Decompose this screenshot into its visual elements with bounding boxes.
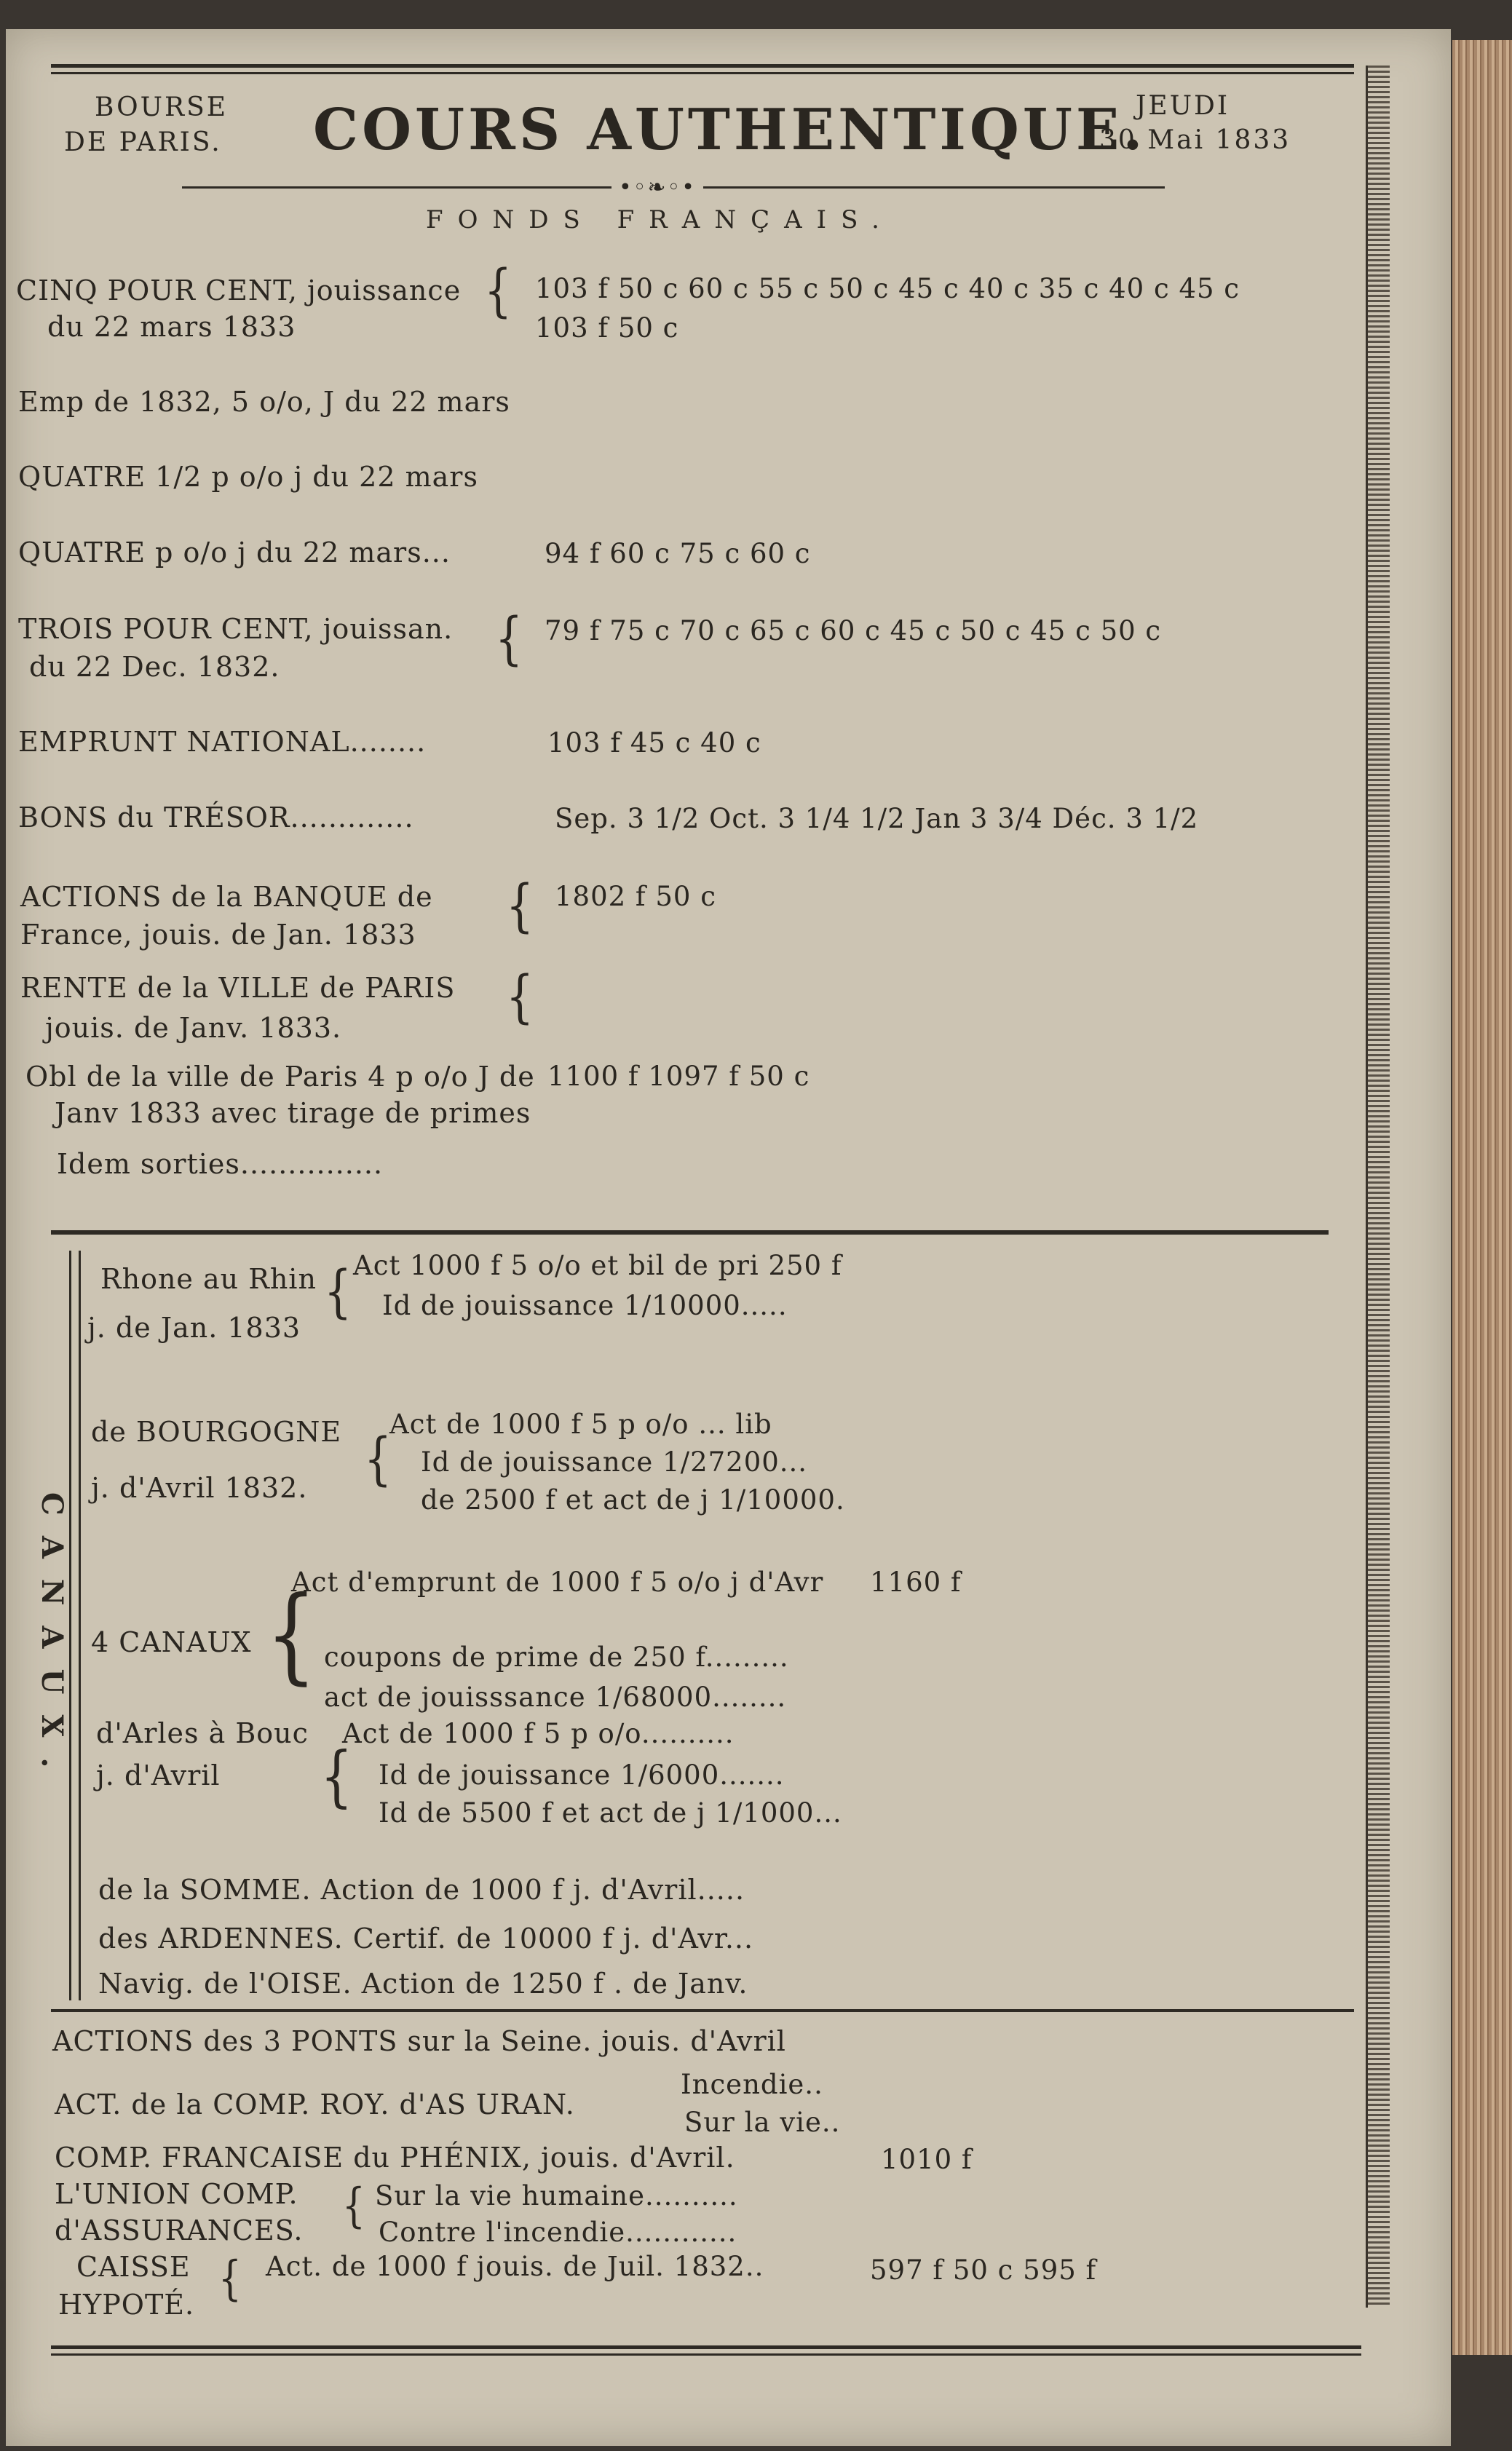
actions-value: 597 f 50 c 595 f <box>870 2254 1097 2286</box>
fonds-row-label: QUATRE 1/2 p o/o j du 22 mars <box>18 461 478 493</box>
canal-name: j. d'Avril 1832. <box>91 1472 308 1504</box>
canaux-bar <box>69 1251 71 2000</box>
canal-name: de BOURGOGNE <box>91 1416 342 1448</box>
brace: { <box>218 2251 242 2306</box>
actions-row: COMP. FRANCAISE du PHÉNIX, jouis. d'Avril. <box>55 2142 735 2174</box>
header-right-line1: JEUDI <box>1136 91 1230 121</box>
fonds-row-label: Janv 1833 avec tirage de primes <box>55 1097 531 1129</box>
actions-row: ACT. de la COMP. ROY. d'AS URAN. <box>55 2088 575 2121</box>
fonds-row-values: 94 f 60 c 75 c 60 c <box>545 538 811 569</box>
measuring-ruler <box>1366 66 1390 2308</box>
brace: { <box>320 1737 353 1816</box>
fonds-row-label: RENTE de la VILLE de PARIS <box>20 972 456 1004</box>
canal-name: j. de Jan. 1833 <box>87 1312 301 1344</box>
fonds-row-values: 79 f 75 c 70 c 65 c 60 c 45 c 50 c 45 c 50 c <box>545 615 1162 646</box>
canal-row: Navig. de l'OISE. Action de 1250 f . de Janv. <box>98 1968 748 2000</box>
page-title: COURS AUTHENTIQUE. <box>313 97 1147 163</box>
canal-name: 4 CANAUX <box>91 1626 252 1658</box>
canal-value: 1160 f <box>870 1567 962 1598</box>
canal-item: coupons de prime de 250 f......... <box>324 1642 789 1673</box>
canal-item: Act d'emprunt de 1000 f 5 o/o j d'Avr <box>291 1567 824 1598</box>
canaux-bar <box>79 1251 81 2000</box>
fonds-row-label: France, jouis. de Jan. 1833 <box>20 919 416 951</box>
canal-item: Act de 1000 f 5 p o/o ... lib <box>389 1409 772 1440</box>
book-page-edges <box>1452 40 1512 2355</box>
canal-item: Id de 5500 f et act de j 1/1000... <box>379 1797 842 1829</box>
actions-subrow: Sur la vie humaine.......... <box>375 2180 738 2212</box>
canal-item: Id de jouissance 1/10000..... <box>382 1290 788 1321</box>
header-ornament: •◦❧◦• <box>611 177 703 199</box>
fonds-row-label: CINQ POUR CENT, jouissance <box>16 274 462 306</box>
fonds-row-values: 1802 f 50 c <box>555 881 716 912</box>
actions-subrow: Sur la vie.. <box>684 2107 841 2138</box>
fonds-row-label: Obl de la ville de Paris 4 p o/o J de <box>25 1061 535 1093</box>
canal-item: Act 1000 f 5 o/o et bil de pri 250 f <box>353 1250 842 1281</box>
canal-item: Act de 1000 f 5 p o/o.......... <box>342 1718 735 1749</box>
top-rule <box>51 64 1354 74</box>
fonds-row-values: 103 f 50 c 60 c 55 c 50 c 45 c 40 c 35 c 40 c 45 c <box>535 273 1240 304</box>
actions-row: CAISSE <box>76 2251 191 2283</box>
canal-name: d'Arles à Bouc <box>96 1717 309 1749</box>
fonds-row-label: Idem sorties............... <box>57 1148 384 1180</box>
fonds-row-label: du 22 mars 1833 <box>47 311 296 343</box>
section-rule <box>51 1230 1329 1235</box>
fonds-row-label: du 22 Dec. 1832. <box>29 651 280 683</box>
actions-value: 1010 f <box>881 2144 973 2175</box>
bottom-rule <box>51 2345 1361 2356</box>
fonds-row-values: 1100 f 1097 f 50 c <box>547 1061 810 1092</box>
header-date: 30 Mai 1833 <box>1099 125 1291 155</box>
brace: { <box>495 606 523 673</box>
canal-row: des ARDENNES. Certif. de 10000 f j. d'Avr... <box>98 1923 754 1955</box>
fonds-row-label: Emp de 1832, 5 o/o, J du 22 mars <box>18 386 510 418</box>
fonds-row-values: Sep. 3 1/2 Oct. 3 1/4 1/2 Jan 3 3/4 Déc. 3 1/2 <box>555 803 1199 834</box>
brace: { <box>506 873 534 940</box>
brace: { <box>324 1259 352 1326</box>
canal-name: Rhone au Rhin <box>100 1263 317 1295</box>
canal-item: act de jouisssance 1/68000........ <box>324 1682 787 1713</box>
section-title: FONDS FRANÇAIS. <box>426 205 894 234</box>
brace: { <box>266 1573 317 1695</box>
actions-row: ACTIONS des 3 PONTS sur la Seine. jouis. d'Avril <box>52 2025 786 2057</box>
canal-item: Id de jouissance 1/6000....... <box>379 1759 785 1791</box>
fonds-row-label: EMPRUNT NATIONAL........ <box>18 726 427 758</box>
fonds-row-values: 103 f 45 c 40 c <box>547 727 761 759</box>
fonds-row-label: TROIS POUR CENT, jouissan. <box>18 613 454 645</box>
actions-subrow: Act. de 1000 f jouis. de Juil. 1832.. <box>266 2251 764 2282</box>
fonds-row-label: ACTIONS de la BANQUE de <box>20 881 433 913</box>
brace: { <box>342 2178 365 2233</box>
actions-row: HYPOTÉ. <box>58 2289 195 2321</box>
canal-item: Id de jouissance 1/27200... <box>421 1446 808 1478</box>
actions-subrow: Contre l'incendie............ <box>379 2217 737 2248</box>
actions-subrow: Incendie.. <box>681 2069 823 2100</box>
header-left-line2: DE PARIS. <box>64 127 222 157</box>
brace: { <box>484 258 512 325</box>
fonds-row-label: BONS du TRÉSOR............. <box>18 801 414 834</box>
fonds-row-label: jouis. de Janv. 1833. <box>45 1012 342 1044</box>
header-left-line1: BOURSE <box>95 92 229 122</box>
brace: { <box>506 964 534 1031</box>
fonds-row-label: QUATRE p o/o j du 22 mars... <box>18 536 451 569</box>
fonds-row-values: 103 f 50 c <box>535 312 679 344</box>
section-rule <box>51 2009 1354 2012</box>
actions-row: L'UNION COMP. <box>55 2178 298 2210</box>
canal-item: de 2500 f et act de j 1/10000. <box>421 1484 845 1516</box>
canal-name: j. d'Avril <box>96 1759 221 1791</box>
canal-row: de la SOMME. Action de 1000 f j. d'Avril..... <box>98 1874 745 1906</box>
actions-row: d'ASSURANCES. <box>55 2214 304 2246</box>
brace: { <box>364 1426 392 1493</box>
canaux-vertical-label: CANAUX. <box>35 1492 69 1789</box>
